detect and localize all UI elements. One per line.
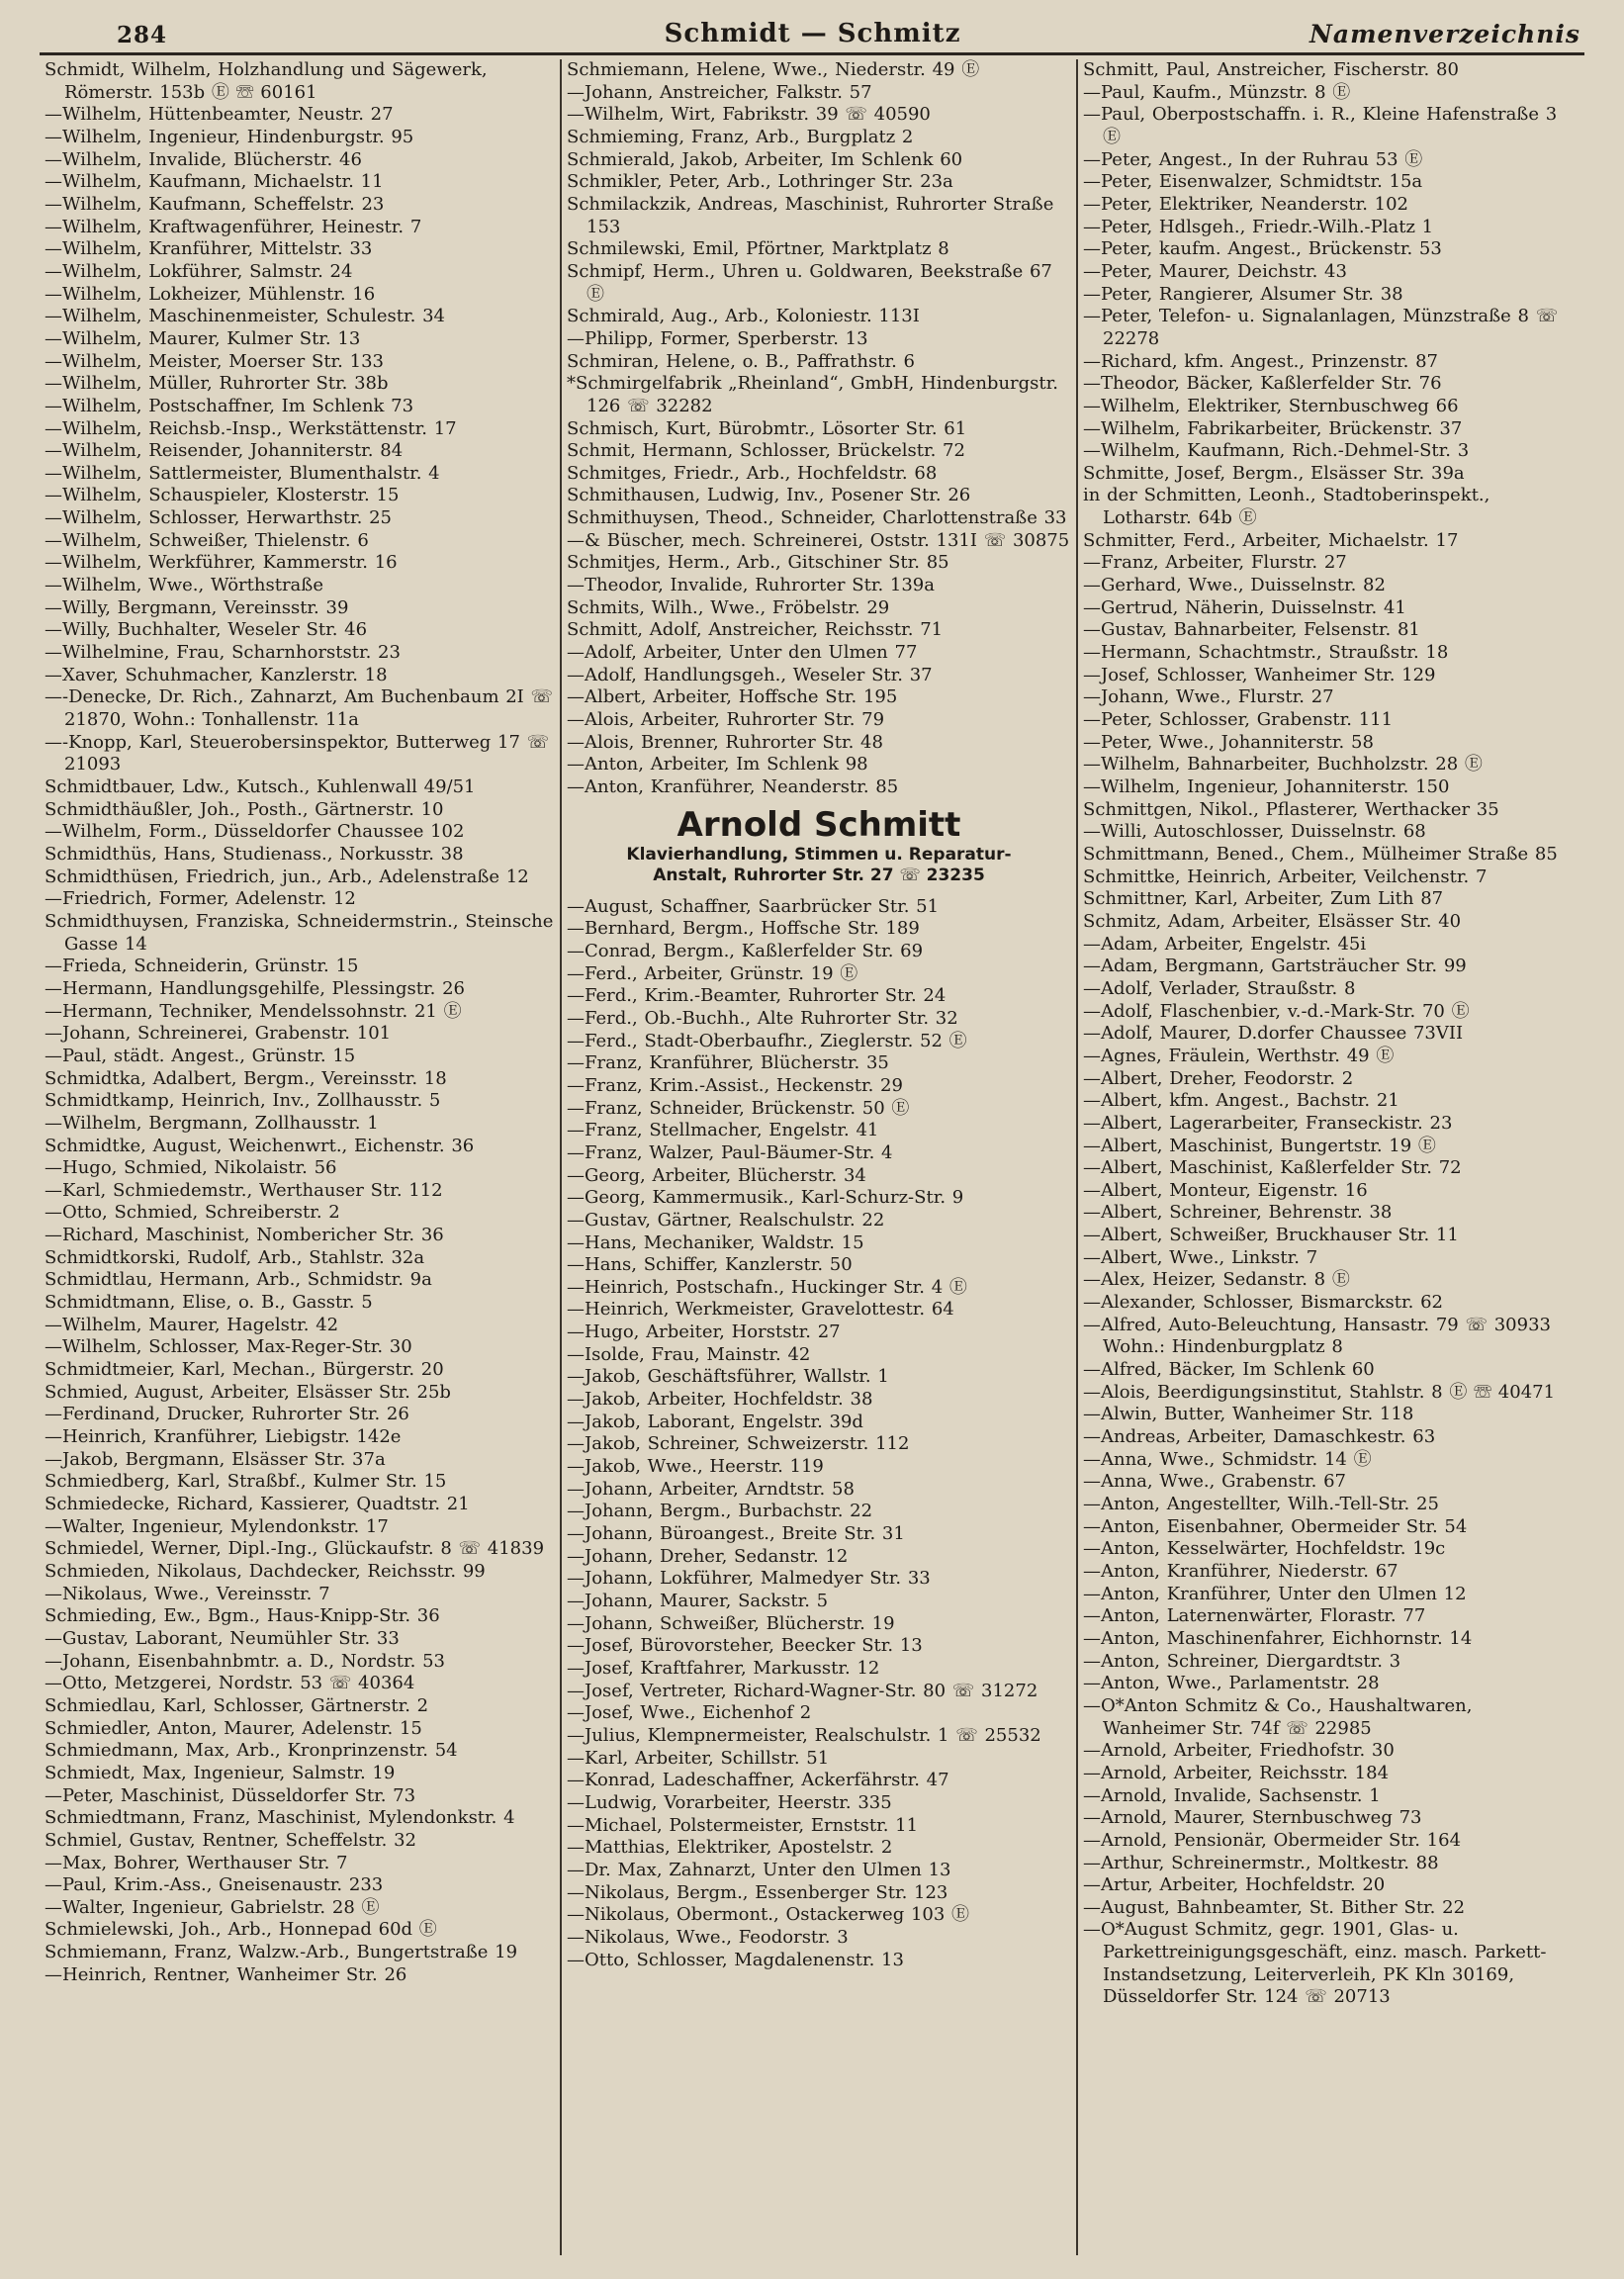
directory-entry: —Frieda, Schneiderin, Grünstr. 15 [45,956,359,977]
page-header [40,6,1584,55]
directory-entry: —Wilhelm, Maurer, Hagelstr. 42 [45,1314,339,1335]
directory-entry: —Anton, Kranführer, Neanderstr. 85 [567,776,899,797]
directory-entry: —Peter, Telefon- u. Signalanlagen, Münzstraße 8 ☏ 22278 [1083,306,1559,349]
directory-entry: —Ferdinand, Drucker, Ruhrorter Str. 26 [45,1404,409,1425]
directory-entry: —Wilhelm, Bergmann, Zollhausstr. 1 [45,1112,379,1134]
directory-entry: —Arnold, Invalide, Sachsenstr. 1 [1083,1784,1381,1806]
directory-entry: Schmidthüs, Hans, Studienass., Norkusstr. 38 [45,843,464,865]
directory-entry: —Wilhelm, Ingenieur, Johanniterstr. 150 [1083,776,1450,797]
directory-entry: —Adolf, Maurer, D.dorfer Chaussee 73VII [1083,1023,1464,1045]
directory-entry: —Paul, Krim.-Ass., Gneisenaustr. 233 [45,1874,384,1896]
directory-entry: —Otto, Schmied, Schreiberstr. 2 [45,1202,340,1224]
directory-entry: —Friedrich, Former, Adelenstr. 12 [45,888,356,910]
directory-entry: Schmiran, Helene, o. B., Paffrathstr. 6 [567,350,915,372]
directory-entry: —Franz, Stellmacher, Engelstr. 41 [567,1120,879,1141]
directory-entry: —Gerhard, Wwe., Duisselnstr. 82 [1083,575,1386,596]
directory-entry: —Wilhelm, Schweißer, Thielenstr. 6 [45,529,369,551]
directory-entry: —Josef, Wwe., Eichenhof 2 [567,1702,812,1724]
directory-entry: —Ferd., Stadt-Oberbaufhr., Zieglerstr. 52 Ⓔ [567,1030,967,1051]
directory-entry: —Wilhelm, Schauspieler, Klosterstr. 15 [45,485,400,506]
column-middle [560,59,1076,2255]
directory-entry: —Xaver, Schuhmacher, Kanzlerstr. 18 [45,664,388,685]
directory-entry: Schmidtmann, Elise, o. B., Gasstr. 5 [45,1292,373,1314]
columns [40,59,1584,2255]
directory-entry: —Willy, Bergmann, Vereinsstr. 39 [45,596,349,618]
directory-entry: Schmiemann, Franz, Walzw.-Arb., Bungertstraße 19 [45,1942,518,1963]
directory-entry: —Wilhelm, Kranführer, Mittelstr. 33 [45,238,373,260]
directory-entry: —Wilhelm, Schlosser, Max-Reger-Str. 30 [45,1336,412,1358]
page-number: 284 [117,22,168,48]
directory-entry: *Schmirgelfabrik „Rheinland“, GmbH, Hindenburgstr. 126 ☏ 32282 [567,373,1058,416]
directory-entry: Schmierald, Jakob, Arbeiter, Im Schlenk 60 [567,148,963,170]
directory-entry: —Wilhelm, Ingenieur, Hindenburgstr. 95 [45,126,414,147]
directory-entry: —Wilhelm, Wirt, Fabrikstr. 39 ☏ 40590 [567,104,931,126]
directory-entry: —Wilhelm, Hüttenbeamter, Neustr. 27 [45,104,394,126]
directory-entry: Schmieming, Franz, Arb., Burgplatz 2 [567,126,914,147]
directory-entry: Schmiedlau, Karl, Schlosser, Gärtnerstr. 2 [45,1694,429,1716]
directory-entry: —Peter, Angest., In der Ruhrau 53 Ⓔ [1083,148,1423,170]
directory-entry: —Alex, Heizer, Sedanstr. 8 Ⓔ [1083,1269,1350,1291]
directory-entry: —Conrad, Bergm., Kaßlerfelder Str. 69 [567,940,924,961]
directory-entry: —Adolf, Verlader, Straußstr. 8 [1083,977,1356,999]
directory-entry: in der Schmitten, Leonh., Stadtoberinspekt., Lotharstr. 64b Ⓔ [1083,485,1490,529]
directory-entry: —Albert, Maschinist, Kaßlerfelder Str. 72 [1083,1157,1462,1179]
running-title: Schmidt — Schmitz [664,19,961,48]
directory-entry: —Anton, Eisenbahner, Obermeider Str. 54 [1083,1515,1468,1537]
directory-entry: —Heinrich, Werkmeister, Gravelottestr. 64 [567,1299,954,1321]
directory-entry: —Andreas, Arbeiter, Damaschkestr. 63 [1083,1426,1436,1448]
directory-entry: —Jakob, Geschäftsführer, Wallstr. 1 [567,1366,889,1388]
directory-entry: —Willi, Autoschlosser, Duisselnstr. 68 [1083,821,1426,843]
directory-entry: —Matthias, Elektriker, Apostelstr. 2 [567,1837,893,1859]
directory-entry: —Albert, Maschinist, Bungertstr. 19 Ⓔ [1083,1135,1436,1156]
directory-entry: —Josef, Bürovorsteher, Beecker Str. 13 [567,1635,923,1657]
directory-entry: —Wilhelm, Maschinenmeister, Schulestr. 34 [45,306,446,327]
directory-entry: —Alois, Arbeiter, Ruhrorter Str. 79 [567,709,885,731]
directory-entry: —Wilhelm, Kaufmann, Rich.-Dehmel-Str. 3 [1083,440,1470,462]
ad-line-2: Anstalt, Ruhrorter Str. 27 ☏ 23235 [653,865,985,885]
directory-entry: —Adam, Arbeiter, Engelstr. 45i [1083,933,1367,955]
directory-entry: —Wilhelmine, Frau, Scharnhorststr. 23 [45,642,401,664]
directory-entry: —Arnold, Arbeiter, Friedhofstr. 30 [1083,1740,1395,1762]
directory-entry: —Josef, Schlosser, Wanheimer Str. 129 [1083,664,1436,685]
directory-entry: —Heinrich, Rentner, Wanheimer Str. 26 [45,1963,407,1985]
directory-entry: —Albert, Arbeiter, Hoffsche Str. 195 [567,686,898,708]
directory-entry: —Wilhelm, Sattlermeister, Blumenthalstr. 4 [45,462,440,484]
directory-entry: —August, Bahnbeamter, St. Bither Str. 22 [1083,1896,1466,1918]
directory-entry: —Adolf, Arbeiter, Unter den Ulmen 77 [567,642,918,664]
directory-entry: —Wilhelm, Kaufmann, Michaelstr. 11 [45,171,384,193]
directory-entry: —Franz, Walzer, Paul-Bäumer-Str. 4 [567,1141,893,1163]
directory-entry: —Peter, Maschinist, Düsseldorfer Str. 73 [45,1784,416,1806]
directory-entry: —Paul, städt. Angest., Grünstr. 15 [45,1045,356,1066]
directory-entry: —Otto, Schlosser, Magdalenenstr. 13 [567,1949,904,1970]
directory-entry: —Johann, Dreher, Sedanstr. 12 [567,1545,849,1567]
directory-entry: Schmiedtmann, Franz, Maschinist, Mylendonkstr. 4 [45,1807,515,1829]
directory-entry: —Otto, Metzgerei, Nordstr. 53 ☏ 40364 [45,1673,415,1694]
directory-entry: —Heinrich, Kranführer, Liebigstr. 142e [45,1426,402,1448]
directory-entry: —Peter, Rangierer, Alsumer Str. 38 [1083,283,1403,305]
directory-entry: —Josef, Vertreter, Richard-Wagner-Str. 80 ☏ 31272 [567,1680,1038,1701]
directory-entry: —-Denecke, Dr. Rich., Zahnarzt, Am Buchenbaum 2I ☏ 21870, Wohn.: Tonhallenstr. 11a [45,686,554,731]
directory-entry: Schmittgen, Nikol., Pflasterer, Werthacker 35 [1083,798,1499,820]
directory-entry: —Nikolaus, Wwe., Feodorstr. 3 [567,1926,849,1948]
directory-entry: Schmiedberg, Karl, Straßbf., Kulmer Str. 15 [45,1471,447,1493]
directory-entry: Schmittke, Heinrich, Arbeiter, Veilchenstr. 7 [1083,866,1488,887]
directory-entry: —Albert, Dreher, Feodorstr. 2 [1083,1067,1354,1089]
directory-entry: —Albert, kfm. Angest., Bachstr. 21 [1083,1090,1399,1112]
directory-entry: —Wilhelm, Reichsb.-Insp., Werkstättenstr. 17 [45,417,457,439]
directory-entry: —Jakob, Arbeiter, Hochfeldstr. 38 [567,1389,873,1411]
directory-entry: —Peter, Maurer, Deichstr. 43 [1083,260,1347,282]
directory-entry: —Wilhelm, Werkführer, Kammerstr. 16 [45,552,398,574]
directory-entry: Schmiedler, Anton, Maurer, Adelenstr. 15 [45,1717,422,1739]
directory-entry: —Peter, Hdlsgeh., Friedr.-Wilh.-Platz 1 [1083,216,1434,237]
directory-entry: Schmitt, Paul, Anstreicher, Fischerstr. 80 [1083,59,1459,80]
directory-entry: Schmitte, Josef, Bergm., Elsässer Str. 39a [1083,462,1465,484]
directory-entry: Schmitges, Friedr., Arb., Hochfeldstr. 68 [567,462,938,484]
directory-entry: —Franz, Kranführer, Blücherstr. 35 [567,1052,889,1074]
directory-entry: —Walter, Ingenieur, Gabrielstr. 28 Ⓔ [45,1896,380,1918]
directory-entry: Schmithausen, Ludwig, Inv., Posener Str. 26 [567,485,971,506]
directory-entry: Schmieding, Ew., Bgm., Haus-Knipp-Str. 36 [45,1605,440,1627]
directory-entry: Schmilewski, Emil, Pförtner, Marktplatz 8 [567,238,949,260]
directory-entry: —Hans, Mechaniker, Waldstr. 15 [567,1231,864,1253]
directory-entry: —Ludwig, Vorarbeiter, Heerstr. 335 [567,1791,892,1813]
directory-entry: —Gustav, Bahnarbeiter, Felsenstr. 81 [1083,619,1420,641]
directory-entry: Schmittner, Karl, Arbeiter, Zum Lith 87 [1083,888,1444,910]
directory-entry: —Wilhelm, Meister, Moerser Str. 133 [45,350,384,372]
directory-entry: —Wilhelm, Wwe., Wörthstraße [45,575,323,596]
directory-entry: Schmitz, Adam, Arbeiter, Elsässer Str. 40 [1083,910,1462,932]
directory-entry: —O*Anton Schmitz & Co., Haushaltwaren, Wanheimer Str. 74f ☏ 22985 [1083,1694,1473,1739]
directory-entry: —Alois, Brenner, Ruhrorter Str. 48 [567,731,883,753]
directory-entry: —Jakob, Schreiner, Schweizerstr. 112 [567,1433,910,1455]
directory-entry: —Johann, Maurer, Sackstr. 5 [567,1591,829,1611]
directory-entry: Schmiedecke, Richard, Kassierer, Quadtstr. 21 [45,1494,470,1514]
directory-entry: —Gustav, Gärtner, Realschulstr. 22 [567,1209,885,1231]
directory-entry: —Konrad, Ladeschaffner, Ackerfährstr. 47 [567,1770,949,1791]
directory-entry: —Hans, Schiffer, Kanzlerstr. 50 [567,1254,853,1276]
directory-entry: —Philipp, Former, Sperberstr. 13 [567,327,868,349]
directory-entry: —Wilhelm, Reisender, Johanniterstr. 84 [45,440,404,462]
column-middle-top [567,59,1071,799]
directory-entry: —Adolf, Handlungsgeh., Weseler Str. 37 [567,664,933,685]
directory-entry: Schmittmann, Bened., Chem., Mülheimer Straße 85 [1083,843,1558,865]
advertisement-arnold-schmitt [567,805,1071,886]
directory-entry: —Jakob, Wwe., Heerstr. 119 [567,1456,824,1478]
directory-entry: —Peter, Elektriker, Neanderstr. 102 [1083,193,1408,215]
directory-entry: —Johann, Wwe., Flurstr. 27 [1083,686,1334,708]
directory-entry: —Agnes, Fräulein, Werthstr. 49 Ⓔ [1083,1045,1395,1066]
directory-entry: —Anton, Wwe., Parlamentstr. 28 [1083,1673,1380,1694]
directory-entry: —Anton, Kesselwärter, Hochfeldstr. 19c [1083,1538,1446,1560]
directory-entry: —Albert, Lagerarbeiter, Franseckistr. 23 [1083,1112,1453,1134]
directory-entry: —Alois, Beerdigungsinstitut, Stahlstr. 8 Ⓔ ☏ 40471 [1083,1381,1556,1403]
directory-entry: Schmidtkamp, Heinrich, Inv., Zollhausstr. 5 [45,1090,441,1112]
directory-entry: Schmidthäußler, Joh., Posth., Gärtnerstr. 10 [45,798,444,820]
directory-entry: —Wilhelm, Schlosser, Herwarthstr. 25 [45,507,392,529]
directory-entry: —Bernhard, Bergm., Hoffsche Str. 189 [567,918,920,940]
directory-entry: —Ferd., Arbeiter, Grünstr. 19 Ⓔ [567,962,858,984]
directory-entry: —-Knopp, Karl, Steuerobersinspektor, Butterweg 17 ☏ 21093 [45,731,550,775]
directory-entry: Schmit, Hermann, Schlosser, Brückelstr. 72 [567,440,965,462]
directory-entry: —Artur, Arbeiter, Hochfeldstr. 20 [1083,1874,1386,1896]
directory-entry: —Wilhelm, Lokheizer, Mühlenstr. 16 [45,283,376,305]
directory-entry: —Hugo, Schmied, Nikolaistr. 56 [45,1157,337,1179]
directory-entry: —Michael, Polstermeister, Ernststr. 11 [567,1814,919,1836]
directory-entry: Schmidtke, August, Weichenwrt., Eichenstr. 36 [45,1135,475,1156]
directory-entry: —Karl, Arbeiter, Schillstr. 51 [567,1747,830,1769]
directory-entry: —Wilhelm, Postschaffner, Im Schlenk 73 [45,395,414,416]
directory-entry: —Nikolaus, Wwe., Vereinsstr. 7 [45,1583,330,1604]
directory-entry: Schmiedmann, Max, Arb., Kronprinzenstr. 54 [45,1740,458,1762]
directory-entry: —Anton, Kranführer, Unter den Ulmen 12 [1083,1583,1467,1604]
directory-entry: —Johann, Eisenbahnbmtr. a. D., Nordstr. 53 [45,1650,446,1672]
directory-entry: —Walter, Ingenieur, Mylendonkstr. 17 [45,1515,389,1537]
ad-name: Arnold Schmitt [677,804,961,845]
directory-entry: —Anton, Arbeiter, Im Schlenk 98 [567,754,868,775]
directory-entry: —Hermann, Techniker, Mendelssohnstr. 21 Ⓔ [45,1000,462,1022]
directory-entry: —Gustav, Laborant, Neumühler Str. 33 [45,1627,400,1649]
directory-entry: —Ferd., Ob.-Buchh., Alte Ruhrorter Str. 32 [567,1007,958,1029]
directory-entry: —Wilhelm, Maurer, Kulmer Str. 13 [45,327,361,349]
directory-entry: —Wilhelm, Müller, Ruhrorter Str. 38b [45,373,389,395]
directory-entry: —Albert, Schweißer, Bruckhauser Str. 11 [1083,1225,1459,1246]
directory-entry: —Wilhelm, Elektriker, Sternbuschweg 66 [1083,395,1459,416]
directory-entry: —Willy, Buchhalter, Weseler Str. 46 [45,619,368,641]
directory-entry: —Ferd., Krim.-Beamter, Ruhrorter Str. 24 [567,985,947,1007]
directory-entry: —Georg, Arbeiter, Blücherstr. 34 [567,1164,866,1186]
directory-entry: —Johann, Schreinerei, Grabenstr. 101 [45,1023,392,1045]
directory-entry: —Franz, Krim.-Assist., Heckenstr. 29 [567,1074,903,1096]
directory-entry: Schmieden, Nikolaus, Dachdecker, Reichsstr. 99 [45,1560,486,1582]
directory-entry: Schmitt, Adolf, Anstreicher, Reichsstr. 71 [567,619,944,641]
directory-entry: Schmiedel, Werner, Dipl.-Ing., Glückaufstr. 8 ☏ 41839 [45,1538,545,1560]
directory-entry: —Anton, Kranführer, Niederstr. 67 [1083,1560,1398,1582]
directory-entry: —Arnold, Arbeiter, Reichsstr. 184 [1083,1762,1390,1783]
directory-entry: Schmirald, Aug., Arb., Koloniestr. 113I [567,306,920,327]
directory-entry: —Anton, Laternenwärter, Florastr. 77 [1083,1605,1426,1627]
directory-entry: —Julius, Klempnermeister, Realschulstr. 1 ☏ 25532 [567,1724,1041,1746]
directory-entry: —Wilhelm, Lokführer, Salmstr. 24 [45,260,353,282]
directory-entry: Schmidt, Wilhelm, Holzhandlung und Sägewerk, Römerstr. 153b Ⓔ ☏ 60161 [45,59,488,103]
directory-entry: —Theodor, Bäcker, Kaßlerfelder Str. 76 [1083,373,1442,395]
directory-entry: —Georg, Kammermusik., Karl-Schurz-Str. 9 [567,1187,964,1209]
directory-entry: —Peter, Wwe., Johanniterstr. 58 [1083,731,1374,753]
directory-entry: Schmidtmeier, Karl, Mechan., Bürgerstr. 20 [45,1359,444,1381]
directory-entry: —Albert, Schreiner, Behrenstr. 38 [1083,1202,1393,1224]
directory-entry: —Anna, Wwe., Grabenstr. 67 [1083,1471,1347,1493]
directory-entry: —Wilhelm, Fabrikarbeiter, Brückenstr. 37 [1083,417,1463,439]
column-left [40,59,560,2255]
directory-entry: —Anton, Maschinenfahrer, Eichhornstr. 14 [1083,1627,1473,1649]
directory-entry: Schmied, August, Arbeiter, Elsässer Str. 25b [45,1381,451,1403]
directory-entry: Schmidtbauer, Ldw., Kutsch., Kuhlenwall 49/51 [45,776,476,797]
directory-entry: Schmitter, Ferd., Arbeiter, Michaelstr. 17 [1083,529,1459,551]
directory-entry: —Johann, Anstreicher, Falkstr. 57 [567,81,872,103]
directory-entry: —Wilhelm, Form., Düsseldorfer Chaussee 102 [45,821,465,843]
column-right [1076,59,1583,2255]
directory-entry: Schmits, Wilh., Wwe., Fröbelstr. 29 [567,596,890,618]
directory-entry: —Paul, Kaufm., Münzstr. 8 Ⓔ [1083,81,1351,103]
directory-entry: —Anna, Wwe., Schmidstr. 14 Ⓔ [1083,1448,1372,1470]
directory-entry: —Jakob, Bergmann, Elsässer Str. 37a [45,1448,386,1470]
directory-entry: —O*August Schmitz, gegr. 1901, Glas- u. Parkettreinigungsgeschäft, einz. masch. Parkett-Instandsetzung, Leiterverleih, PK Kln 30169, Düsseldorfer Str. 124 ☏ 20713 [1083,1919,1547,2008]
directory-entry: —Franz, Arbeiter, Flurstr. 27 [1083,552,1347,574]
ad-line-1: Klavierhandlung, Stimmen u. Reparatur- [626,844,1012,865]
directory-entry: —Gertrud, Näherin, Duisselnstr. 41 [1083,596,1406,618]
directory-entry: Schmilackzik, Andreas, Maschinist, Ruhrorter Straße 153 [567,193,1054,237]
directory-entry: —Wilhelm, Kaufmann, Scheffelstr. 23 [45,193,385,215]
directory-entry: Schmisch, Kurt, Bürobmtr., Lösorter Str. 61 [567,417,967,439]
directory-entry: —Jakob, Laborant, Engelstr. 39d [567,1411,863,1432]
directory-entry: —Arnold, Maurer, Sternbuschweg 73 [1083,1807,1422,1829]
directory-entry: —Alfred, Bäcker, Im Schlenk 60 [1083,1359,1375,1381]
directory-entry: Schmidthüsen, Friedrich, jun., Arb., Adelenstraße 12 [45,866,529,887]
directory-entry: —Albert, Wwe., Linkstr. 7 [1083,1246,1318,1268]
directory-entry: Schmithuysen, Theod., Schneider, Charlottenstraße 33 [567,507,1067,529]
directory-entry: —Alfred, Auto-Beleuchtung, Hansastr. 79 ☏ 30933 Wohn.: Hindenburgplatz 8 [1083,1314,1551,1358]
directory-entry: Schmiedt, Max, Ingenieur, Salmstr. 19 [45,1762,396,1783]
directory-entry: —Wilhelm, Bahnarbeiter, Buchholzstr. 28 Ⓔ [1083,754,1483,775]
directory-entry: —Anton, Angestellter, Wilh.-Tell-Str. 25 [1083,1494,1439,1514]
directory-entry: —Richard, kfm. Angest., Prinzenstr. 87 [1083,350,1439,372]
directory-entry: Schmiel, Gustav, Rentner, Scheffelstr. 32 [45,1829,416,1851]
directory-entry: —Wilhelm, Kraftwagenführer, Heinestr. 7 [45,216,422,237]
directory-entry: Schmipf, Herm., Uhren u. Goldwaren, Beekstraße 67 Ⓔ [567,260,1052,305]
directory-entry: —Franz, Schneider, Brückenstr. 50 Ⓔ [567,1097,910,1119]
directory-entry: —Dr. Max, Zahnarzt, Unter den Ulmen 13 [567,1859,951,1880]
directory-entry: —Johann, Lokführer, Malmedyer Str. 33 [567,1568,931,1590]
directory-entry: —Peter, kaufm. Angest., Brückenstr. 53 [1083,238,1442,260]
directory-entry: —Arthur, Schreinermstr., Moltkestr. 88 [1083,1852,1439,1873]
column-middle-bottom [567,896,1071,1972]
directory-entry: —Anton, Schreiner, Diergardtstr. 3 [1083,1650,1401,1672]
directory-entry: Schmidtka, Adalbert, Bergm., Vereinsstr. 18 [45,1067,447,1089]
directory-entry: —Wilhelm, Invalide, Blücherstr. 46 [45,148,362,170]
directory-entry: —Hugo, Arbeiter, Horststr. 27 [567,1322,841,1343]
directory-entry: Schmielewski, Joh., Arb., Honnepad 60d Ⓔ [45,1919,437,1941]
directory-entry: —Peter, Schlosser, Grabenstr. 111 [1083,709,1394,731]
directory-entry: Schmidthuysen, Franziska, Schneidermstrin., Steinsche Gasse 14 [45,910,554,955]
directory-entry: —Nikolaus, Bergm., Essenberger Str. 123 [567,1881,948,1903]
directory-entry: —Johann, Arbeiter, Arndtstr. 58 [567,1478,855,1500]
directory-entry: —Albert, Monteur, Eigenstr. 16 [1083,1179,1368,1201]
directory-entry: —Adolf, Flaschenbier, v.-d.-Mark-Str. 70 Ⓔ [1083,1000,1470,1022]
directory-entry: —Max, Bohrer, Werthauser Str. 7 [45,1852,348,1873]
directory-entry: —Hermann, Schachtmstr., Straußstr. 18 [1083,642,1449,664]
directory-entry: —Peter, Eisenwalzer, Schmidtstr. 15a [1083,171,1423,193]
directory-entry: Schmidtlau, Hermann, Arb., Schmidstr. 9a [45,1269,432,1291]
directory-entry: —Johann, Büroangest., Breite Str. 31 [567,1523,905,1545]
directory-entry: —Adam, Bergmann, Gartsträucher Str. 99 [1083,956,1467,977]
directory-entry: —August, Schaffner, Saarbrücker Str. 51 [567,895,940,917]
directory-entry: Schmiemann, Helene, Wwe., Niederstr. 49 Ⓔ [567,59,980,80]
directory-entry: —Johann, Schweißer, Blücherstr. 19 [567,1612,895,1634]
directory-entry: Schmikler, Peter, Arb., Lothringer Str. 23a [567,171,953,193]
directory-entry: —Paul, Oberpostschaffn. i. R., Kleine Hafenstraße 3 Ⓔ [1083,104,1558,147]
directory-entry: Schmitjes, Herm., Arb., Gitschiner Str. 85 [567,552,949,574]
section-title: Namenverzeichnis [1309,20,1580,48]
directory-entry: —Karl, Schmiedemstr., Werthauser Str. 112 [45,1179,443,1201]
directory-entry: —Alwin, Butter, Wanheimer Str. 118 [1083,1404,1414,1425]
directory-entry: —Hermann, Handlungsgehilfe, Plessingstr. 26 [45,977,465,999]
directory-entry: Schmidtkorski, Rudolf, Arb., Stahlstr. 32a [45,1246,425,1268]
directory-entry: —Arnold, Pensionär, Obermeider Str. 164 [1083,1829,1462,1851]
directory-entry: —Isolde, Frau, Mainstr. 42 [567,1343,811,1365]
directory-entry: —Richard, Maschinist, Nombericher Str. 36 [45,1225,444,1246]
directory-entry: —& Büscher, mech. Schreinerei, Oststr. 131I ☏ 30875 [567,529,1070,551]
directory-entry: —Theodor, Invalide, Ruhrorter Str. 139a [567,575,935,596]
directory-entry: —Heinrich, Postschafn., Huckinger Str. 4 Ⓔ [567,1276,967,1298]
directory-entry: —Josef, Kraftfahrer, Markusstr. 12 [567,1657,880,1679]
directory-entry: —Nikolaus, Obermont., Ostackerweg 103 Ⓔ [567,1904,970,1926]
directory-entry: —Alexander, Schlosser, Bismarckstr. 62 [1083,1292,1443,1314]
directory-entry: —Johann, Bergm., Burbachstr. 22 [567,1501,873,1522]
